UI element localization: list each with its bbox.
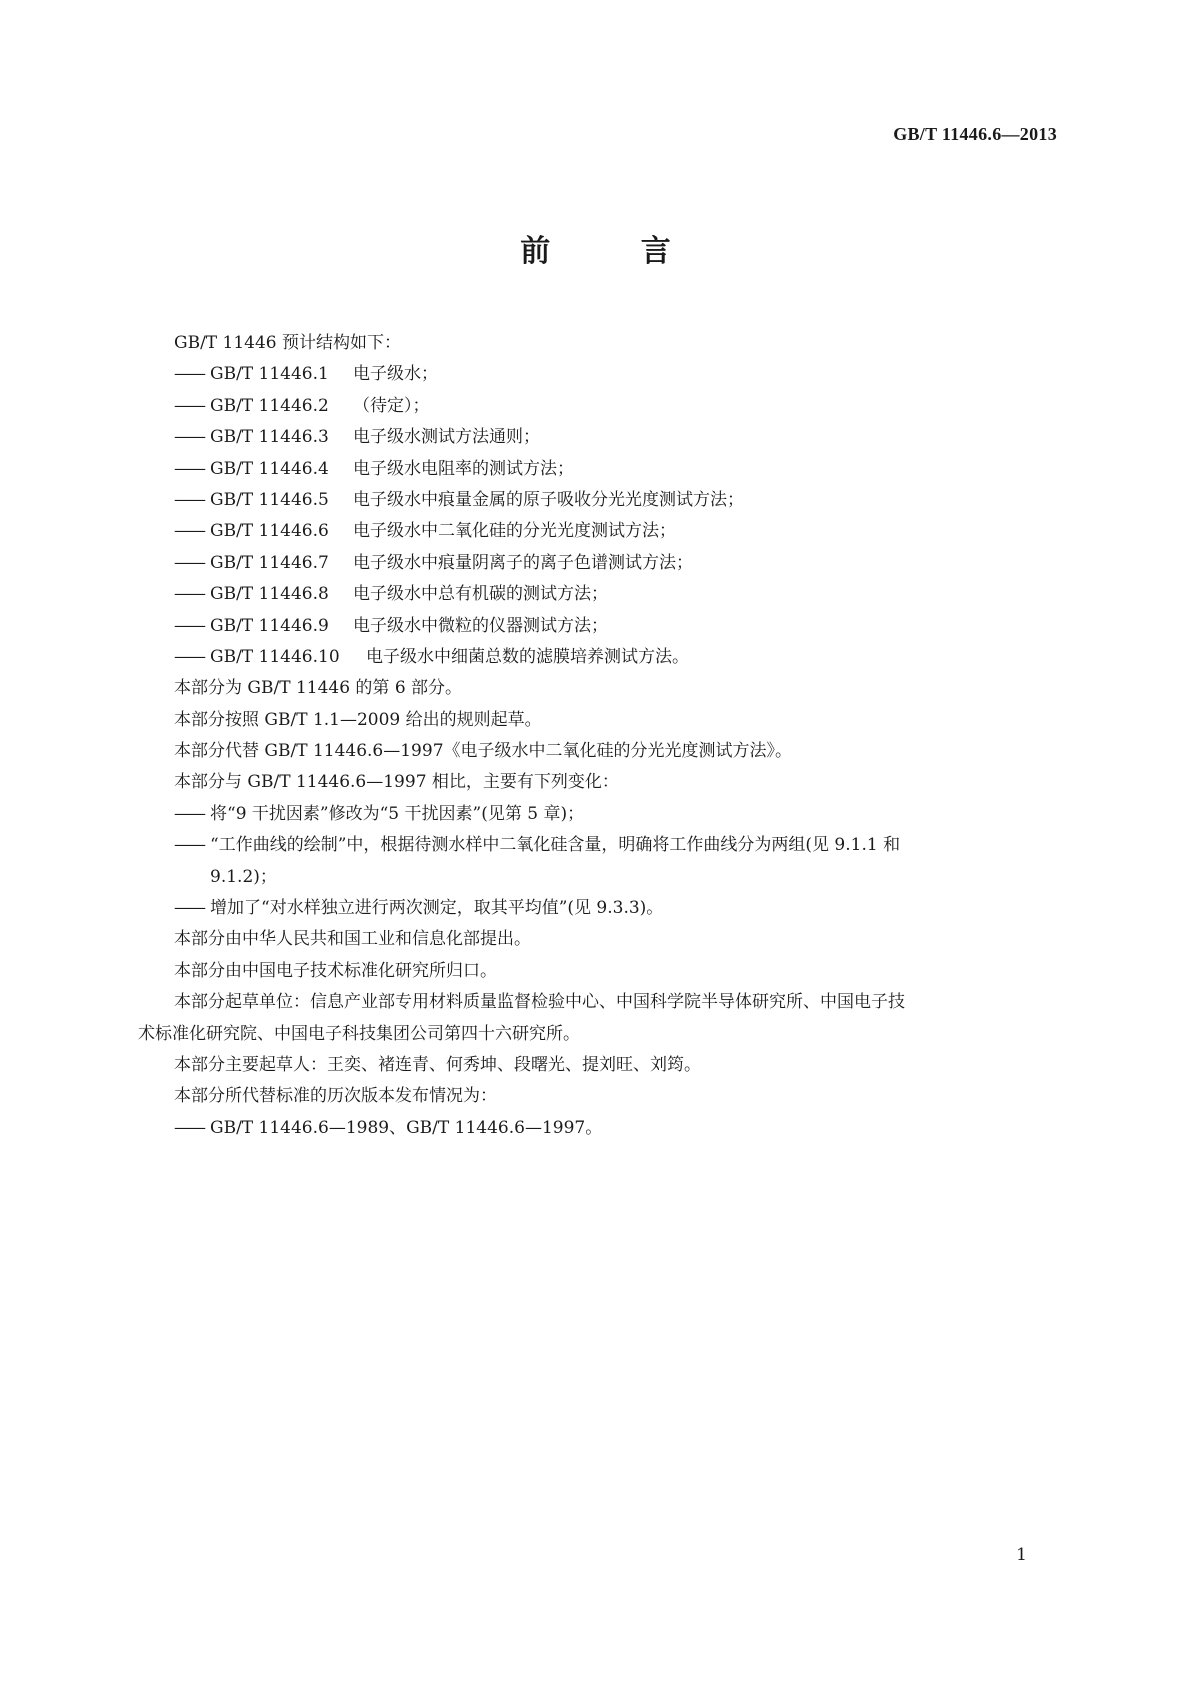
dash-mark: —— (174, 1117, 204, 1138)
part-list-item (174, 359, 1060, 390)
paragraph: 本部分起草单位：信息产业部专用材料质量监督检验中心、中国科学院半导体研究所、中国电子技 (174, 992, 905, 1013)
part-code: GB/T 11446.10 (210, 646, 340, 667)
part-code: GB/T 11446.4 (210, 458, 329, 479)
paragraph: 本部分主要起草人：王奕、褚连青、何秀坤、段曙光、提刘旺、刘筠。 (174, 1054, 701, 1075)
page-number: 1 (1016, 1545, 1027, 1565)
change-text: “工作曲线的绘制”中，根据待测水样中二氧化硅含量，明确将工作曲线分为两组(见 9.1.1 和 (210, 835, 901, 856)
paragraph: 本部分所代替标准的历次版本发布情况为： (174, 1086, 497, 1107)
paragraph: 本部分按照 GB/T 1.1—2009 给出的规则起草。 (174, 709, 542, 730)
part-code: GB/T 11446.7 (210, 552, 329, 573)
part-list-item (174, 391, 1060, 422)
part-code: GB/T 11446.3 (210, 427, 329, 448)
change-item (174, 830, 1060, 861)
change-text: 增加了“对水样独立进行两次测定，取其平均值”(见 9.3.3)。 (210, 898, 664, 919)
part-name: 电子级水中细菌总数的滤膜培养测试方法。 (366, 646, 689, 667)
change-item (174, 799, 1060, 830)
paragraph: 本部分代替 GB/T 11446.6—1997《电子级水中二氧化硅的分光光度测试方法》。 (174, 741, 793, 762)
dash-mark: —— (174, 489, 204, 510)
part-code: GB/T 11446.6 (210, 521, 329, 542)
paragraph-continuation: 术标准化研究院、中国电子科技集团公司第四十六研究所。 (138, 1023, 580, 1044)
change-item-continuation: 9.1.2)； (210, 866, 277, 887)
change-text: 将“9 干扰因素”修改为“5 干扰因素”(见第 5 章)； (210, 803, 585, 824)
dash-mark: —— (174, 458, 204, 479)
part-code: GB/T 11446.5 (210, 489, 329, 510)
dash-mark: —— (174, 646, 204, 667)
paragraph: 本部分由中国电子技术标准化研究所归口。 (174, 960, 497, 981)
dash-mark: —— (174, 427, 204, 448)
part-name: 电子级水中总有机碳的测试方法； (353, 584, 608, 605)
part-list-item (174, 516, 1060, 547)
part-code: GB/T 11446.1 (210, 364, 329, 385)
part-name: （待定）； (353, 395, 430, 416)
part-list-item (174, 485, 1060, 516)
dash-mark: —— (174, 803, 204, 824)
standard-code: GB/T 11446.6—2013 (893, 124, 1057, 144)
part-list-item (174, 579, 1060, 610)
history-item (174, 1113, 1060, 1144)
change-item (174, 893, 1060, 924)
part-name: 电子级水电阻率的测试方法； (353, 458, 574, 479)
dash-mark: —— (174, 835, 204, 856)
paragraph: 本部分为 GB/T 11446 的第 6 部分。 (174, 678, 463, 699)
dash-mark: —— (174, 364, 204, 385)
history-text: GB/T 11446.6—1989、GB/T 11446.6—1997。 (210, 1117, 603, 1138)
part-name: 电子级水； (353, 364, 438, 385)
intro-paragraph: GB/T 11446 预计结构如下： (174, 333, 402, 353)
paragraph: 本部分由中华人民共和国工业和信息化部提出。 (174, 929, 531, 950)
part-list-item (174, 422, 1060, 453)
dash-mark: —— (174, 584, 204, 605)
dash-mark: —— (174, 898, 204, 919)
dash-mark: —— (174, 552, 204, 573)
part-name: 电子级水中痕量阴离子的离子色谱测试方法； (353, 552, 693, 573)
part-code: GB/T 11446.2 (210, 395, 329, 416)
paragraph: 本部分与 GB/T 11446.6—1997 相比，主要有下列变化： (174, 772, 619, 793)
dash-mark: —— (174, 395, 204, 416)
part-name: 电子级水中痕量金属的原子吸收分光光度测试方法； (353, 489, 744, 510)
dash-mark: —— (174, 521, 204, 542)
part-list-item (174, 611, 1060, 642)
part-name: 电子级水中微粒的仪器测试方法； (353, 615, 608, 636)
page-title: 前 言 (520, 234, 711, 269)
part-list-item (174, 642, 1060, 673)
part-name: 电子级水测试方法通则； (353, 427, 540, 448)
part-name: 电子级水中二氧化硅的分光光度测试方法； (353, 521, 676, 542)
part-code: GB/T 11446.9 (210, 615, 329, 636)
dash-mark: —— (174, 615, 204, 636)
part-list-item (174, 454, 1060, 485)
part-list-item (174, 548, 1060, 579)
foreword-body (138, 328, 1060, 1144)
part-code: GB/T 11446.8 (210, 584, 329, 605)
